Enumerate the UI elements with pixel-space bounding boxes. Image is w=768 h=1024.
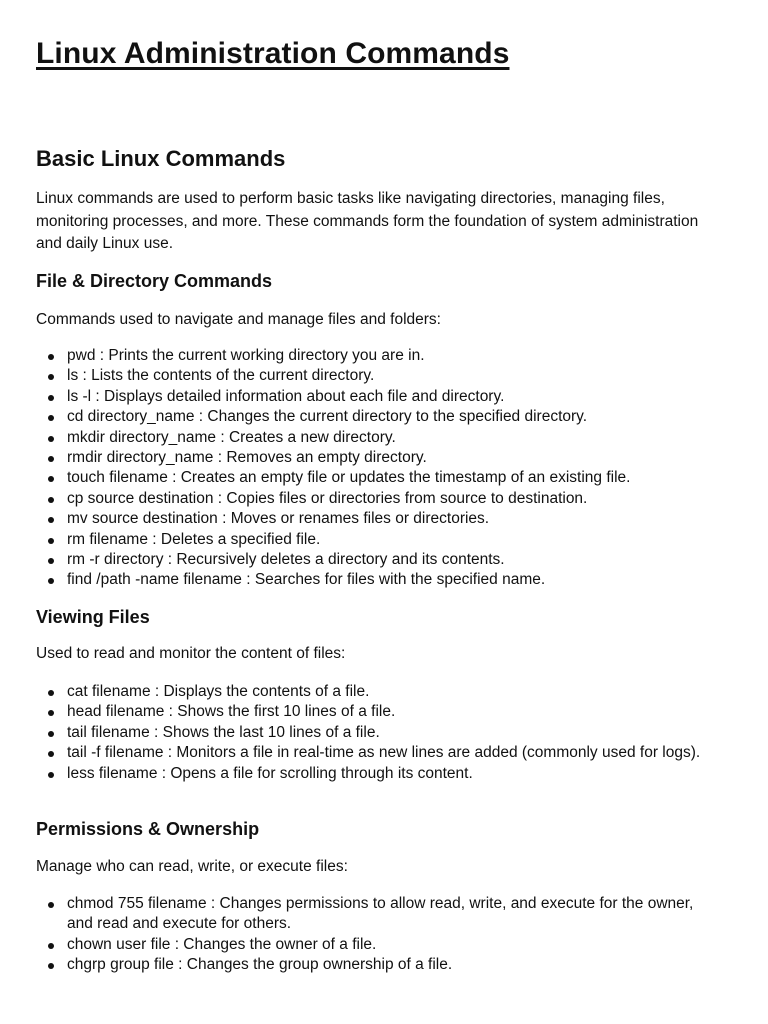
command-list-item: chgrp group file : Changes the group ownership of a file.	[36, 955, 720, 975]
command-list-item: rm -r directory : Recursively deletes a directory and its contents.	[36, 550, 720, 570]
section-intro-permissions: Manage who can read, write, or execute files:	[36, 858, 348, 875]
command-list-item: rmdir directory_name : Removes an empty directory.	[36, 448, 720, 468]
command-list-viewing	[36, 682, 720, 784]
document-title: Linux Administration Commands	[36, 37, 510, 70]
command-list-file-dir	[36, 346, 720, 591]
command-list-item: find /path -name filename : Searches for files with the specified name.	[36, 570, 720, 590]
command-list-item: ls -l : Displays detailed information about each file and directory.	[36, 387, 720, 407]
command-list-item: cat filename : Displays the contents of a file.	[36, 682, 720, 702]
command-list-permissions	[36, 894, 720, 976]
command-list-item: cd directory_name : Changes the current directory to the specified directory.	[36, 407, 720, 427]
section-intro-viewing: Used to read and monitor the content of files:	[36, 645, 346, 662]
section-intro-file-dir: Commands used to navigate and manage files and folders:	[36, 311, 441, 328]
section-heading-viewing: Viewing Files	[36, 607, 150, 627]
command-list-item: rm filename : Deletes a specified file.	[36, 530, 720, 550]
command-list-item: tail -f filename : Monitors a file in real-time as new lines are added (commonly used for logs).	[36, 743, 720, 763]
command-list-item: tail filename : Shows the last 10 lines of a file.	[36, 723, 720, 743]
command-list-item: mv source destination : Moves or renames files or directories.	[36, 509, 720, 529]
command-list-item: pwd : Prints the current working directory you are in.	[36, 346, 720, 366]
section-heading-permissions: Permissions & Ownership	[36, 819, 260, 839]
command-list-item: touch filename : Creates an empty file or updates the timestamp of an existing file.	[36, 468, 720, 488]
section-intro-basic: Linux commands are used to perform basic tasks like navigating directories, managing files, monitoring processes, and more. These commands form the foundation of system administration and daily Linux use.	[36, 190, 699, 252]
command-list-item: chmod 755 filename : Changes permissions to allow read, write, and execute for the owner, and read and execute for others.	[36, 894, 720, 935]
command-list-item: cp source destination : Copies files or directories from source to destination.	[36, 489, 720, 509]
command-list-item: less filename : Opens a file for scrolling through its content.	[36, 764, 720, 784]
command-list-item: ls : Lists the contents of the current directory.	[36, 366, 720, 386]
section-heading-basic: Basic Linux Commands	[36, 146, 286, 171]
section-heading-file-dir: File & Directory Commands	[36, 271, 273, 291]
command-list-item: chown user file : Changes the owner of a file.	[36, 935, 720, 955]
command-list-item: head filename : Shows the first 10 lines of a file.	[36, 702, 720, 722]
command-list-item: mkdir directory_name : Creates a new directory.	[36, 428, 720, 448]
